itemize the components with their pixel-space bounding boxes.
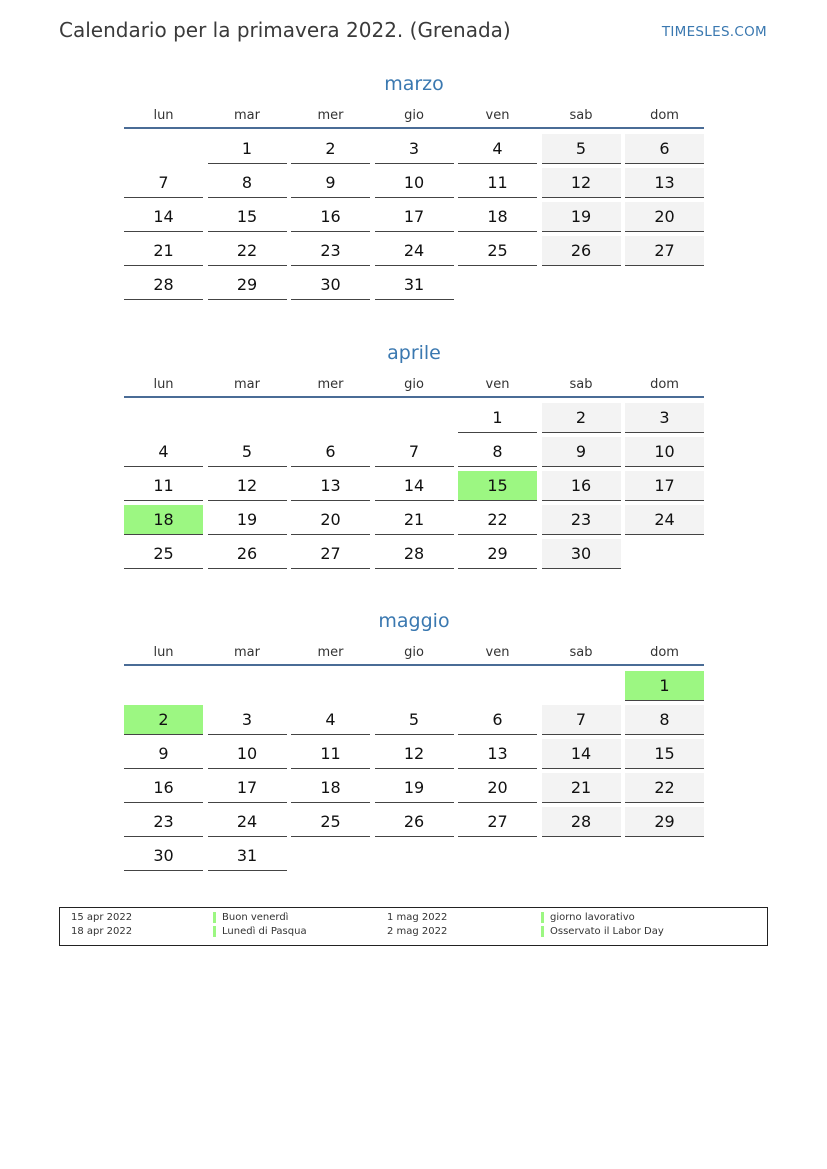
day-cell: 30: [291, 270, 370, 300]
legend-date: 2 mag 2022: [387, 926, 448, 937]
day-cell: 11: [458, 168, 537, 198]
day-cell: 19: [375, 773, 454, 803]
day-cell: 21: [124, 236, 203, 266]
day-cell: 19: [208, 505, 287, 535]
day-cell: 5: [208, 437, 287, 467]
day-cell: 5: [542, 134, 621, 164]
day-cell: 23: [291, 236, 370, 266]
day-cell: 26: [208, 539, 287, 569]
day-cell: 22: [458, 505, 537, 535]
day-cell: 29: [458, 539, 537, 569]
day-cell: 10: [625, 437, 704, 467]
day-cell: 25: [291, 807, 370, 837]
day-cell: 10: [375, 168, 454, 198]
day-cell: 28: [375, 539, 454, 569]
weekday-label: mar: [234, 377, 260, 392]
weekday-label: dom: [650, 377, 679, 392]
day-cell: 10: [208, 739, 287, 769]
empty-cell: [208, 671, 287, 701]
day-cell: 17: [375, 202, 454, 232]
day-cell: 15: [625, 739, 704, 769]
weekday-label: sab: [569, 645, 593, 660]
day-cell: 26: [375, 807, 454, 837]
weekday-label: mer: [317, 377, 344, 392]
day-cell: 28: [542, 807, 621, 837]
day-cell: 21: [375, 505, 454, 535]
weekday-label: ven: [485, 108, 510, 123]
day-cell: 6: [458, 705, 537, 735]
legend-holiday-name: Buon venerdì: [213, 912, 288, 923]
day-cell: 2: [291, 134, 370, 164]
day-cell: 3: [208, 705, 287, 735]
day-cell: 3: [375, 134, 454, 164]
empty-cell: [124, 403, 203, 433]
day-grid: [124, 134, 704, 300]
day-cell: 3: [625, 403, 704, 433]
day-cell: 7: [124, 168, 203, 198]
weekday-label: mar: [234, 108, 260, 123]
day-cell: 19: [542, 202, 621, 232]
day-cell: 11: [124, 471, 203, 501]
weekday-label: gio: [404, 108, 424, 123]
empty-cell: [375, 671, 454, 701]
day-cell: 27: [625, 236, 704, 266]
day-cell: 9: [542, 437, 621, 467]
month-march: [124, 70, 704, 300]
day-cell: 23: [542, 505, 621, 535]
day-cell: 21: [542, 773, 621, 803]
day-cell: 25: [124, 539, 203, 569]
day-cell: 16: [124, 773, 203, 803]
day-cell: 18: [291, 773, 370, 803]
holiday-legend: [59, 907, 768, 946]
day-cell: 26: [542, 236, 621, 266]
weekday-label: ven: [485, 645, 510, 660]
weekday-header: [124, 374, 704, 398]
day-cell: 25: [458, 236, 537, 266]
empty-cell: [124, 134, 203, 164]
day-cell: 8: [625, 705, 704, 735]
day-cell: 28: [124, 270, 203, 300]
empty-cell: [291, 671, 370, 701]
day-grid: [124, 671, 704, 871]
weekday-label: sab: [569, 377, 593, 392]
day-cell: 14: [124, 202, 203, 232]
day-cell: 13: [458, 739, 537, 769]
day-cell: 4: [124, 437, 203, 467]
day-cell: 7: [375, 437, 454, 467]
weekday-header: [124, 642, 704, 666]
day-cell: 22: [208, 236, 287, 266]
day-cell: 2: [124, 705, 203, 735]
day-cell: 17: [625, 471, 704, 501]
day-cell: 4: [291, 705, 370, 735]
day-cell: 23: [124, 807, 203, 837]
day-cell: 24: [208, 807, 287, 837]
weekday-label: lun: [153, 377, 174, 392]
month-title: marzo: [384, 73, 444, 95]
day-cell: 11: [291, 739, 370, 769]
empty-cell: [124, 671, 203, 701]
page-title: Calendario per la primavera 2022. (Grenada): [59, 18, 511, 42]
day-cell: 29: [208, 270, 287, 300]
day-cell: 14: [375, 471, 454, 501]
day-cell: 18: [124, 505, 203, 535]
day-cell: 2: [542, 403, 621, 433]
weekday-label: ven: [485, 377, 510, 392]
legend-holiday-name: Osservato il Labor Day: [541, 926, 664, 937]
month-title: aprile: [387, 342, 441, 364]
day-cell: 14: [542, 739, 621, 769]
weekday-label: mar: [234, 645, 260, 660]
month-may: [124, 607, 704, 871]
day-cell: 31: [208, 841, 287, 871]
weekday-header: [124, 105, 704, 129]
empty-cell: [542, 671, 621, 701]
day-cell: 16: [542, 471, 621, 501]
empty-cell: [208, 403, 287, 433]
day-cell: 9: [291, 168, 370, 198]
day-cell: 5: [375, 705, 454, 735]
day-cell: 1: [625, 671, 704, 701]
month-april: [124, 339, 704, 569]
day-cell: 8: [208, 168, 287, 198]
day-cell: 12: [375, 739, 454, 769]
day-cell: 24: [625, 505, 704, 535]
day-cell: 18: [458, 202, 537, 232]
day-cell: 20: [458, 773, 537, 803]
legend-holiday-name: giorno lavorativo: [541, 912, 635, 923]
day-cell: 29: [625, 807, 704, 837]
weekday-label: mer: [317, 645, 344, 660]
weekday-label: lun: [153, 645, 174, 660]
day-cell: 30: [124, 841, 203, 871]
day-cell: 15: [458, 471, 537, 501]
day-cell: 9: [124, 739, 203, 769]
day-cell: 1: [458, 403, 537, 433]
weekday-label: gio: [404, 377, 424, 392]
day-cell: 27: [291, 539, 370, 569]
day-cell: 1: [208, 134, 287, 164]
day-cell: 12: [542, 168, 621, 198]
day-cell: 15: [208, 202, 287, 232]
empty-cell: [291, 403, 370, 433]
day-cell: 6: [625, 134, 704, 164]
day-cell: 13: [291, 471, 370, 501]
weekday-label: gio: [404, 645, 424, 660]
day-cell: 30: [542, 539, 621, 569]
day-cell: 7: [542, 705, 621, 735]
legend-date: 1 mag 2022: [387, 912, 448, 923]
empty-cell: [375, 403, 454, 433]
day-cell: 17: [208, 773, 287, 803]
day-cell: 27: [458, 807, 537, 837]
day-cell: 20: [625, 202, 704, 232]
day-cell: 13: [625, 168, 704, 198]
day-cell: 8: [458, 437, 537, 467]
weekday-label: dom: [650, 645, 679, 660]
legend-holiday-name: Lunedì di Pasqua: [213, 926, 307, 937]
day-cell: 24: [375, 236, 454, 266]
day-cell: 12: [208, 471, 287, 501]
day-cell: 6: [291, 437, 370, 467]
month-title: maggio: [378, 610, 450, 632]
legend-date: 15 apr 2022: [71, 912, 133, 923]
day-cell: 22: [625, 773, 704, 803]
legend-date: 18 apr 2022: [71, 926, 133, 937]
day-cell: 4: [458, 134, 537, 164]
brand-link[interactable]: TIMESLES.COM: [661, 24, 767, 40]
day-cell: 16: [291, 202, 370, 232]
weekday-label: mer: [317, 108, 344, 123]
day-cell: 31: [375, 270, 454, 300]
weekday-label: lun: [153, 108, 174, 123]
weekday-label: dom: [650, 108, 679, 123]
empty-cell: [458, 671, 537, 701]
day-cell: 20: [291, 505, 370, 535]
weekday-label: sab: [569, 108, 593, 123]
day-grid: [124, 403, 704, 569]
